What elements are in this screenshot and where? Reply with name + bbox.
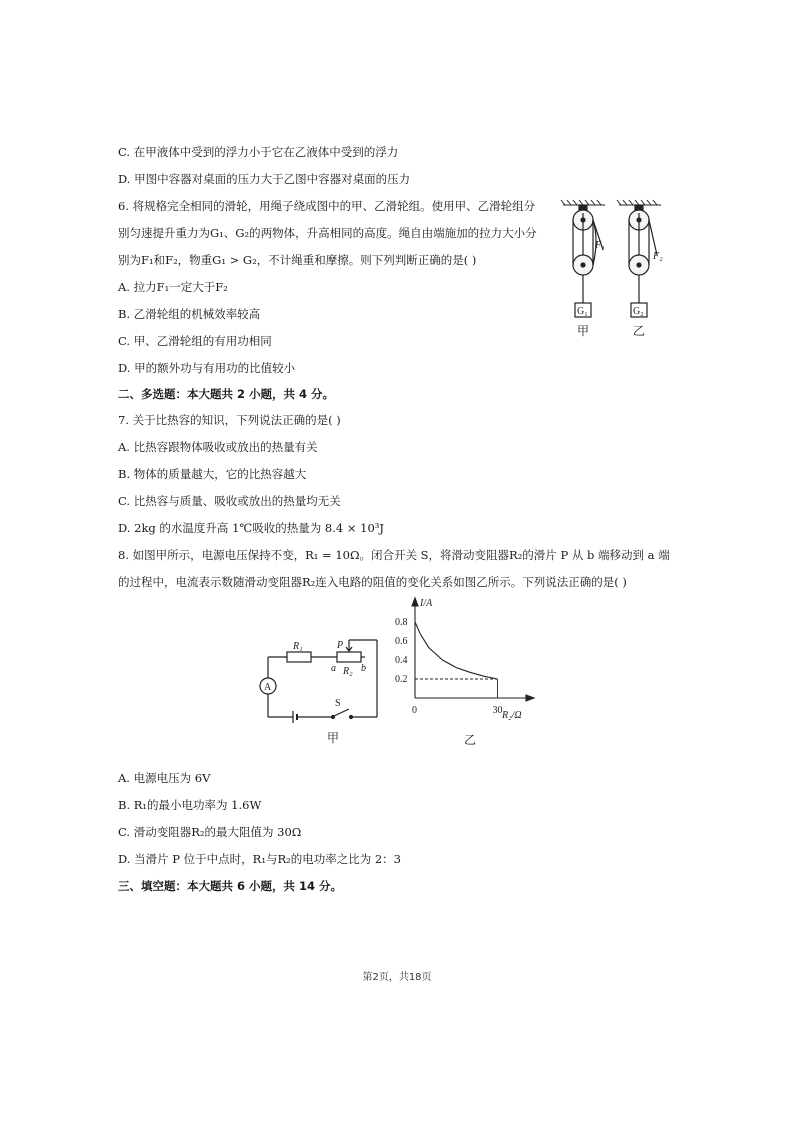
circuit-figure (255, 630, 390, 745)
ceiling-left (561, 200, 605, 205)
q6-option-c: C. 甲、乙滑轮组的有用功相同 (118, 334, 272, 348)
q6-stem-line-2: 别匀速提升重力为G₁、G₂的两物体，升高相同的高度。绳自由端施加的拉力大小分 (118, 226, 537, 240)
section-3-heading: 三、填空题：本大题共 6 小题，共 14 分。 (118, 879, 343, 893)
circuit-caption: 甲 (327, 731, 340, 745)
q8-stem-line-2: 的过程中，电流表示数随滑动变阻器R₂连入电路的阻值的变化关系如图乙所示。下列说法正确的是( ) (118, 575, 627, 589)
resistor-r2 (337, 652, 361, 662)
current-resistance-graph (390, 592, 550, 747)
ammeter-label: A (264, 682, 272, 693)
switch-label: S (335, 698, 341, 709)
section-2-heading: 二、多选题：本大题共 2 小题，共 4 分。 (118, 387, 335, 401)
x-tick-label: 30 (492, 705, 503, 716)
pulley-system-left (573, 205, 603, 317)
force-label-right: F₂ (653, 251, 663, 262)
graph-caption: 乙 (464, 733, 477, 747)
q7-option-a: A. 比热容跟物体吸收或放出的热量有关 (118, 440, 318, 454)
q6-stem-line-3: 别为F₁和F₂，物重G₁ > G₂，不计绳重和摩擦。则下列判断正确的是( ) (118, 253, 477, 267)
circuit-wires (260, 640, 377, 723)
q7-option-b: B. 物体的质量越大，它的比热容越大 (118, 467, 307, 481)
q8-option-b: B. R₁的最小电功率为 1.6W (118, 798, 262, 812)
y-tick-label: 0.4 (395, 655, 408, 666)
q5-option-c: C. 在甲液体中受到的浮力小于它在乙液体中受到的浮力 (118, 145, 399, 159)
weight-label-right: G₂ (633, 306, 644, 317)
r2-label: R₂ (343, 666, 353, 677)
q5-option-d: D. 甲图中容器对桌面的压力大于乙图中容器对桌面的压力 (118, 172, 411, 186)
q6-option-d: D. 甲的额外功与有用功的比值较小 (118, 361, 296, 375)
x-tick-label: 0 (412, 705, 417, 716)
end-b-label: b (361, 663, 366, 674)
slider-p-label: P (337, 640, 344, 651)
q8-option-a: A. 电源电压为 6V (118, 771, 211, 785)
page-footer: 第2页，共18页 (362, 972, 432, 983)
q8-option-d: D. 当滑片 P 位于中点时，R₁与R₂的电功率之比为 2：3 (118, 852, 401, 866)
end-a-label: a (331, 663, 336, 674)
q6-option-b: B. 乙滑轮组的机械效率较高 (118, 307, 261, 321)
pulley-caption-right: 乙 (633, 324, 646, 338)
y-tick-label: 0.2 (395, 674, 408, 685)
r1-label: R₁ (293, 641, 303, 652)
ceiling-right (617, 200, 661, 205)
q7-option-c: C. 比热容与质量、吸收或放出的热量均无关 (118, 494, 341, 508)
y-tick-label: 0.8 (395, 617, 408, 628)
pulley-figure (555, 195, 675, 345)
switch-s (334, 709, 349, 716)
x-axis-label: R₂/Ω (502, 710, 522, 721)
q6-stem-line-1: 6. 将规格完全相同的滑轮，用绳子绕成图中的甲、乙滑轮组。使用甲、乙滑轮组分 (118, 199, 536, 213)
y-axis-label: I/A (420, 598, 433, 609)
pulley-caption-left: 甲 (577, 324, 590, 338)
weight-label-left: G₁ (577, 306, 588, 317)
q8-option-c: C. 滑动变阻器R₂的最大阻值为 30Ω (118, 825, 302, 839)
q6-option-a: A. 拉力F₁一定大于F₂ (118, 280, 228, 294)
q8-stem-line-1: 8. 如图甲所示，电源电压保持不变，R₁ = 10Ω。闭合开关 S，将滑动变阻器R₂的滑片 P 从 b 端移动到 a 端 (118, 548, 670, 562)
resistor-r1 (287, 652, 311, 662)
series-line-current (415, 622, 498, 679)
y-tick-label: 0.6 (395, 636, 408, 647)
q7-option-d: D. 2kg 的水温度升高 1℃吸收的热量为 8.4 × 10³J (118, 521, 385, 535)
force-label-left: F₁ (595, 240, 605, 251)
q7-stem: 7. 关于比热容的知识，下列说法正确的是( ) (118, 413, 341, 427)
